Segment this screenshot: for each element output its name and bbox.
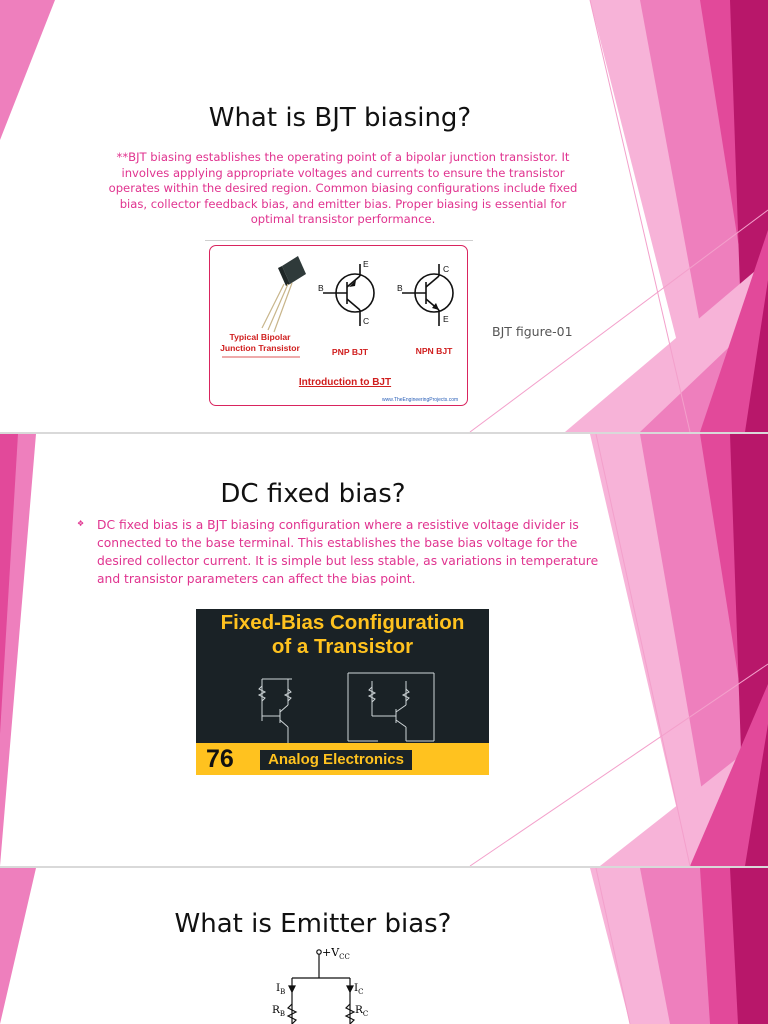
slide-title: What is Emitter bias?	[174, 909, 452, 939]
slide-bjt-biasing	[0, 0, 768, 432]
slide-title: What is BJT biasing?	[208, 103, 472, 133]
bjt-figure	[209, 245, 468, 406]
slide-title: DC fixed bias?	[220, 479, 406, 509]
npn-pin-e: E	[443, 314, 449, 324]
fixed-bias-thumbnail	[196, 609, 489, 775]
pnp-pin-e: E	[363, 259, 369, 269]
thumbnail-title-line1: Fixed-Bias Configuration	[220, 611, 465, 634]
slide-emitter-bias	[0, 868, 768, 1024]
channel-label: Analog Electronics	[260, 750, 412, 770]
rb-label: R	[272, 1004, 280, 1016]
slide-body-text: **BJT biasing establishes the operating point of a bipolar junction transistor. It involves applying appropriate voltages and currents to ensure the transistor operates within the desired region. Common biasing configurations include fixed bias, collector feedback bias, and emitter bias. Proper biasing is essential for optimal transistor performance.	[108, 150, 578, 227]
vcc-label: +V	[322, 946, 340, 959]
pnp-label: PNP BJT	[331, 347, 369, 357]
pnp-pin-b: B	[318, 283, 324, 293]
npn-pin-c: C	[443, 264, 450, 274]
ic-label: I	[354, 982, 359, 994]
rb-sub: B	[279, 1010, 286, 1019]
vcc-sub: CC	[339, 953, 350, 962]
episode-number: 76	[206, 745, 234, 773]
figure-title: Introduction to BJT	[298, 377, 392, 388]
pnp-pin-c: C	[363, 316, 370, 326]
diamond-bullet-icon: ❖	[77, 519, 85, 528]
slide-body-text: DC fixed bias is a BJT biasing configuration where a resistive voltage divider is connected to the base terminal. This establishes the base bias voltage for the desired collector current. It is simple but less stable, as variations in temperature and transistor parameters can affect the bias point.	[97, 518, 599, 586]
npn-pin-b: B	[397, 283, 403, 293]
thumbnail-title-line2: of a Transistor	[271, 635, 414, 658]
ib-label: I	[276, 982, 281, 994]
npn-label: NPN BJT	[415, 346, 453, 356]
transistor-package-icon	[262, 256, 306, 332]
ib-sub: B	[280, 988, 286, 997]
rc-sub: C	[362, 1010, 369, 1019]
ic-sub: C	[358, 988, 364, 997]
figure-caption: BJT figure-01	[492, 324, 573, 339]
rc-label: R	[355, 1004, 363, 1016]
figure-watermark: www.TheEngineeringProjects.com	[382, 397, 459, 403]
transistor-label: Typical Bipolar Junction Transistor	[220, 332, 300, 353]
divider	[205, 240, 473, 241]
